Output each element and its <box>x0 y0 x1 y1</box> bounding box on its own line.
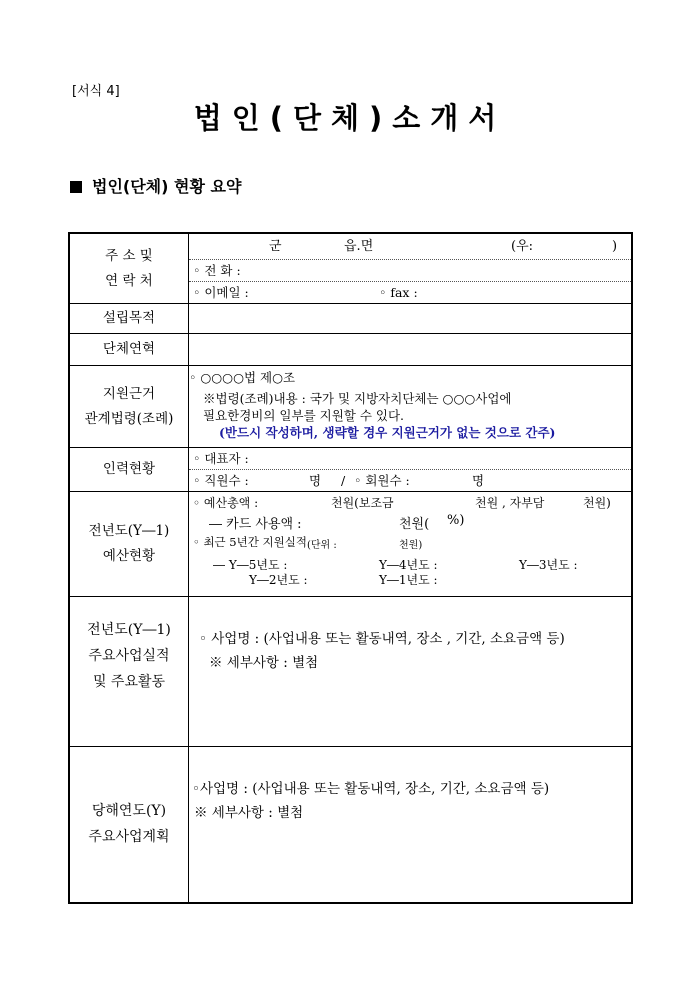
card-usage-label: ― 카드 사용액 : <box>209 517 302 532</box>
separator: / <box>341 473 346 488</box>
address-label-line1: 주 소 및 <box>105 247 153 264</box>
plan-label-line1: 당해연도(Y) <box>91 803 167 820</box>
history-value[interactable] <box>189 334 633 366</box>
prev-activity-line2: ※ 세부사항 : 별첨 <box>209 655 319 671</box>
zip-close: ) <box>612 239 618 254</box>
members-unit: 명 <box>472 473 485 488</box>
table-row-prev-activity <box>69 597 632 747</box>
budget-total-label: ◦ 예산총액 : <box>193 496 259 510</box>
legal-line1: ◦ ○○○○법 제○조 <box>189 370 296 385</box>
square-bullet-icon <box>70 181 82 193</box>
prev-activity-label-line1: 전년도(Y―1) <box>87 622 171 638</box>
table-row-plan <box>69 747 632 903</box>
table-row-legal <box>69 366 632 448</box>
section-title: 법인(단체) 현황 요약 <box>92 177 242 196</box>
document-title: 법인(단체)소개서 <box>193 101 507 135</box>
table-row-history <box>69 334 632 366</box>
budget-subsidy-unit: 천원 , 자부담 <box>475 496 545 510</box>
purpose-label: 설립목적 <box>69 304 189 334</box>
year-2-label: Y―2년도 : <box>249 573 308 587</box>
representative-label: ◦ 대표자 : <box>193 451 249 466</box>
year-3-label: Y―3년도 : <box>519 558 578 572</box>
plan-value[interactable] <box>189 747 633 903</box>
purpose-value[interactable] <box>189 304 633 334</box>
year-5-label: ― Y―5년도 : <box>213 558 288 572</box>
card-usage-unit: 천원( <box>399 517 430 532</box>
budget-value[interactable] <box>189 492 633 597</box>
legal-label-line1: 지원근거 <box>102 385 156 402</box>
card-usage-pct: %) <box>447 513 465 528</box>
summary-table <box>68 232 633 904</box>
plan-label-line2: 주요사업계획 <box>88 829 170 846</box>
recent-support-label: ◦ 최근 5년간 지원실적 <box>193 535 307 549</box>
members-label: ◦ 회원수 : <box>354 473 410 488</box>
employees-label: ◦ 직원수 : <box>193 473 249 488</box>
budget-self-unit: 천원) <box>583 496 611 510</box>
address-label <box>69 233 189 304</box>
plan-line1: ◦사업명 : (사업내용 또는 활동내역, 장소, 기간, 소요금액 등) <box>192 781 550 797</box>
zip-label: (우: <box>511 239 534 254</box>
prev-activity-label-line3: 및 주요활동 <box>92 674 166 690</box>
address-label-line2: 연 락 처 <box>105 272 153 289</box>
prev-activity-value[interactable] <box>189 597 633 747</box>
legal-note: (반드시 작성하며, 생략할 경우 지원근거가 없는 것으로 간주) <box>219 425 556 440</box>
budget-label-line1: 전년도(Y―1) <box>88 523 170 539</box>
table-row-address <box>69 233 632 304</box>
history-label: 단체연혁 <box>69 334 189 366</box>
address-value[interactable] <box>189 233 633 304</box>
staff-value[interactable] <box>189 448 633 492</box>
form-number: [서식 4] <box>72 84 120 99</box>
phone-label: ◦ 전 화 : <box>193 263 241 278</box>
year-4-label: Y―4년도 : <box>379 558 438 572</box>
prev-activity-label-line2: 주요사업실적 <box>88 648 170 664</box>
email-label: ◦ 이메일 : <box>193 285 249 300</box>
plan-line2: ※ 세부사항 : 별첨 <box>194 805 304 821</box>
budget-label-line2: 예산현황 <box>102 548 156 564</box>
table-row-purpose <box>69 304 632 334</box>
year-1-label: Y―1년도 : <box>379 573 438 587</box>
recent-unit-label: (단위 : <box>307 540 337 551</box>
staff-label: 인력현황 <box>69 448 189 492</box>
legal-line2: ※법령(조례)내용 : 국가 및 지방자치단체는 ○○○사업에 <box>203 391 512 406</box>
eup-label: 읍.면 <box>344 239 374 254</box>
legal-label-line2: 관계법령(조례) <box>84 410 174 427</box>
table-row-staff <box>69 448 632 492</box>
legal-line3: 필요한경비의 일부를 지원할 수 있다. <box>203 408 404 423</box>
table-row-budget <box>69 492 632 597</box>
plan-label <box>69 747 189 903</box>
gun-label: 군 <box>269 239 282 254</box>
employees-unit: 명 <box>309 473 322 488</box>
legal-value[interactable] <box>189 366 633 448</box>
prev-activity-line1: ◦ 사업명 : (사업내용 또는 활동내역, 장소 , 기간, 소요금액 등) <box>199 631 565 647</box>
budget-total-unit: 천원(보조금 <box>331 496 394 510</box>
section-heading <box>70 174 241 197</box>
fax-label: ◦ fax : <box>379 285 418 300</box>
legal-label <box>69 366 189 448</box>
recent-unit: 천원) <box>399 540 423 551</box>
prev-activity-label <box>69 597 189 747</box>
budget-label <box>69 492 189 597</box>
